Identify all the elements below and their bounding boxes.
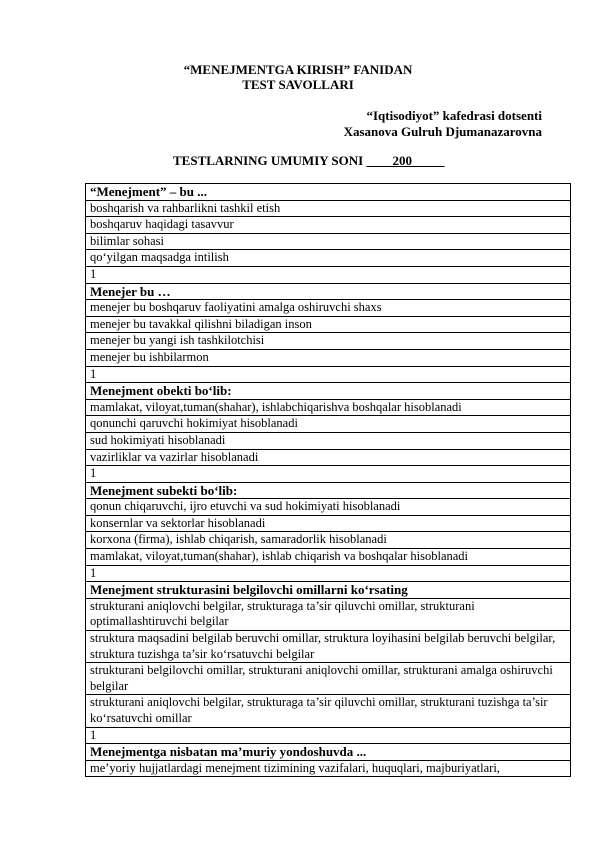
option-row (86, 695, 571, 727)
answer-row (86, 466, 571, 483)
option-row (86, 416, 571, 433)
answer-row (86, 266, 571, 283)
answer-key: 1 (86, 565, 571, 582)
option-text: mamlakat, viloyat,tuman(shahar), ishlabchiqarishva boshqalar hisoblanadi (86, 399, 571, 416)
option-row (86, 499, 571, 516)
option-row (86, 217, 571, 234)
option-text: sud hokimiyati hisoblanadi (86, 432, 571, 449)
option-text: konsernlar va sektorlar hisoblanadi (86, 515, 571, 532)
answer-key: 1 (86, 466, 571, 483)
option-text: bilimlar sohasi (86, 233, 571, 250)
option-row (86, 449, 571, 466)
option-row (86, 532, 571, 549)
question-text: Menejer bu … (86, 283, 571, 300)
author-name: Xasanova Gulruh Djumanazarovna (343, 124, 542, 139)
question-row (86, 184, 571, 201)
author-department: “Iqtisodiyot” kafedrasi dotsenti (366, 108, 542, 123)
option-row (86, 399, 571, 416)
option-row (86, 233, 571, 250)
option-row (86, 598, 571, 630)
option-text: menejer bu ishbilarmon (86, 349, 571, 366)
option-row (86, 300, 571, 317)
option-text: boshqaruv haqidagi tasavvur (86, 217, 571, 234)
option-text: strukturani aniqlovchi belgilar, strukturaga ta’sir qiluvchi omillar, strukturani optimallashtiruvchi belgilar (86, 598, 571, 630)
option-text: mamlakat, viloyat,tuman(shahar), ishlab chiqarish va boshqalar hisoblanadi (86, 549, 571, 566)
option-row (86, 316, 571, 333)
question-text: Menejment strukturasini belgilovchi omillarni ko‘rsating (86, 582, 571, 599)
question-row (86, 482, 571, 499)
option-text: menejer bu boshqaruv faoliyatini amalga oshiruvchi shaxs (86, 300, 571, 317)
question-text: Menejmentga nisbatan ma’muriy yondoshuvda ... (86, 744, 571, 761)
option-row (86, 432, 571, 449)
question-row (86, 283, 571, 300)
question-row (86, 383, 571, 400)
document-title-line-1: “MENEJMENTGA KIRISH” FANIDAN (183, 62, 413, 77)
option-row (86, 663, 571, 695)
option-text: menejer bu yangi ish tashkilotchisi (86, 333, 571, 350)
option-text: me’yoriy hujjatlardagi menejment tizimining vazifalari, huquqlari, majburiyatlari, (86, 760, 571, 777)
test-count-value: ____200_____ (366, 153, 445, 168)
answer-row (86, 565, 571, 582)
option-row (86, 631, 571, 663)
answer-row (86, 727, 571, 744)
test-count-line (173, 153, 444, 169)
option-text: qo‘yilgan maqsadga intilish (86, 250, 571, 267)
answer-key: 1 (86, 727, 571, 744)
option-text: menejer bu tavakkal qilishni biladigan inson (86, 316, 571, 333)
option-text: qonun chiqaruvchi, ijro etuvchi va sud hokimiyati hisoblanadi (86, 499, 571, 516)
answer-key: 1 (86, 366, 571, 383)
answer-key: 1 (86, 266, 571, 283)
option-text: struktura maqsadini belgilab beruvchi omillar, struktura loyihasini belgilab beruvchi belgilar, struktura tuzishga ta’sir ko‘rsatuvchi belgilar (86, 631, 571, 663)
question-row (86, 582, 571, 599)
option-row (86, 349, 571, 366)
option-row (86, 515, 571, 532)
question-row (86, 744, 571, 761)
option-row (86, 200, 571, 217)
option-text: korxona (firma), ishlab chiqarish, samaradorlik hisoblanadi (86, 532, 571, 549)
answer-row (86, 366, 571, 383)
document-title-line-2: TEST SAVOLLARI (242, 77, 354, 92)
option-row (86, 760, 571, 777)
test-count-label: TESTLARNING UMUMIY SONI (173, 153, 367, 168)
questions-table (85, 183, 571, 777)
option-text: vazirliklar va vazirlar hisoblanadi (86, 449, 571, 466)
option-text: strukturani belgilovchi omillar, strukturani aniqlovchi omillar, strukturani amalga oshiruvchi belgilar (86, 663, 571, 695)
option-text: qonunchi qaruvchi hokimiyat hisoblanadi (86, 416, 571, 433)
question-text: Menejment subekti bo‘lib: (86, 482, 571, 499)
question-text: “Menejment” – bu ... (86, 184, 571, 201)
option-row (86, 250, 571, 267)
option-text: strukturani aniqlovchi belgilar, strukturaga ta’sir qiluvchi omillar, strukturani tuzishga ta’sir ko‘rsatuvchi omillar (86, 695, 571, 727)
questions-table-body (86, 184, 571, 777)
option-row (86, 549, 571, 566)
option-text: boshqarish va rahbarlikni tashkil etish (86, 200, 571, 217)
option-row (86, 333, 571, 350)
question-text: Menejment obekti bo‘lib: (86, 383, 571, 400)
